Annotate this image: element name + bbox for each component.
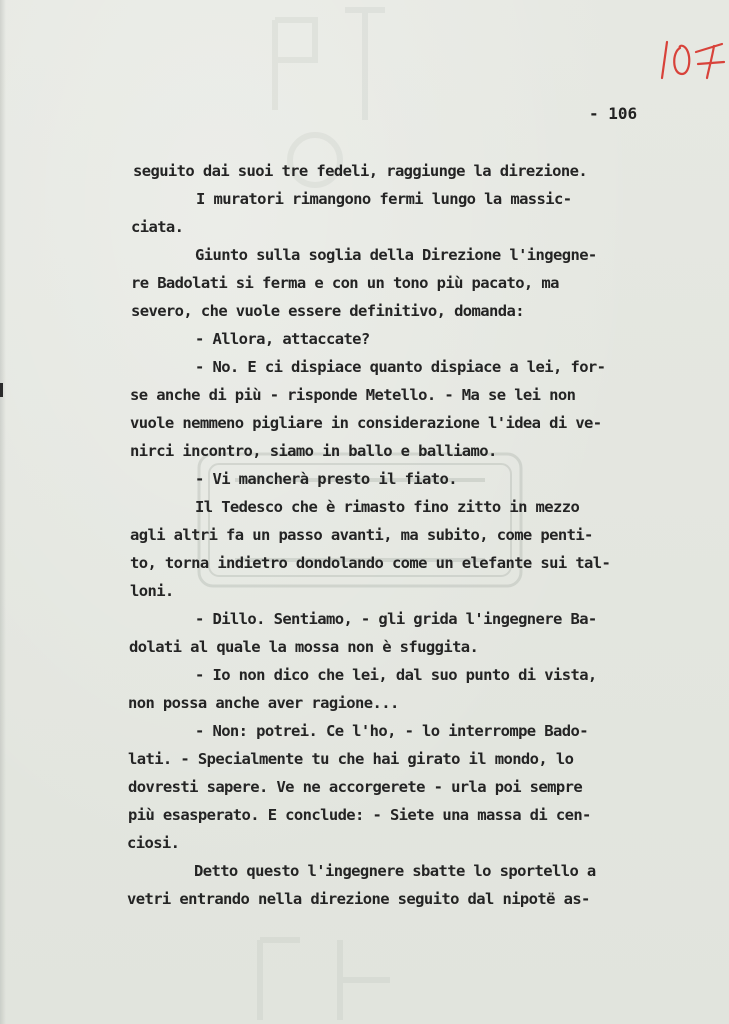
- text-line: - Vi mancherà presto il fiato.: [195, 470, 457, 488]
- text-line: vuole nemmeno pigliare in considerazione l'idea di ve-: [130, 414, 602, 432]
- text-line: più esasperato. E conclude: - Siete una massa di cen-: [128, 806, 591, 824]
- text-line: to, torna indietro dondolando come un elefante sui tal-: [130, 554, 611, 572]
- text-line: lati. - Specialmente tu che hai girato il mondo, lo: [128, 750, 574, 768]
- text-line: agli altri fa un passo avanti, ma subito, come penti-: [130, 526, 593, 544]
- text-line: I muratori rimangono fermi lungo la massic-: [196, 190, 572, 208]
- text-line: - Io non dico che lei, dal suo punto di vista,: [195, 666, 597, 684]
- text-line: Giunto sulla soglia della Direzione l'ingegne-: [195, 246, 597, 264]
- text-line: dovresti sapere. Ve ne accorgerete - urla poi sempre: [128, 778, 583, 796]
- text-line: dolati al quale la mossa non è sfuggita.: [129, 638, 479, 656]
- text-line: seguito dai suoi tre fedeli, raggiunge la direzione.: [133, 162, 588, 180]
- text-line: - Allora, attaccate?: [195, 330, 370, 348]
- text-line: - No. E ci dispiace quanto dispiace a lei, for-: [195, 358, 606, 376]
- text-line: Il Tedesco che è rimasto fino zitto in mezzo: [195, 498, 580, 516]
- text-line: loni.: [130, 582, 174, 600]
- typed-page-number: - 106: [589, 104, 638, 123]
- text-line: vetri entrando nella direzione seguito dal nipotë as-: [127, 890, 590, 908]
- text-line: severo, che vuole essere definitivo, domanda:: [131, 302, 524, 320]
- text-line: se anche di più - risponde Metello. - Ma se lei non: [130, 386, 576, 404]
- text-line: ciata.: [131, 218, 184, 236]
- text-line: ciosi.: [127, 834, 180, 852]
- text-line: nirci incontro, siamo in ballo e balliamo.: [130, 442, 497, 460]
- text-line: Detto questo l'ingegnere sbatte lo sportello a: [194, 862, 596, 880]
- text-line: - Dillo. Sentiamo, - gli grida l'ingegnere Ba-: [195, 610, 597, 628]
- text-line: - Non: potrei. Ce l'ho, - lo interrompe Bado-: [195, 722, 588, 740]
- text-line: non possa anche aver ragione...: [128, 694, 399, 712]
- text-line: re Badolati si ferma e con un tono più pacato, ma: [131, 274, 559, 292]
